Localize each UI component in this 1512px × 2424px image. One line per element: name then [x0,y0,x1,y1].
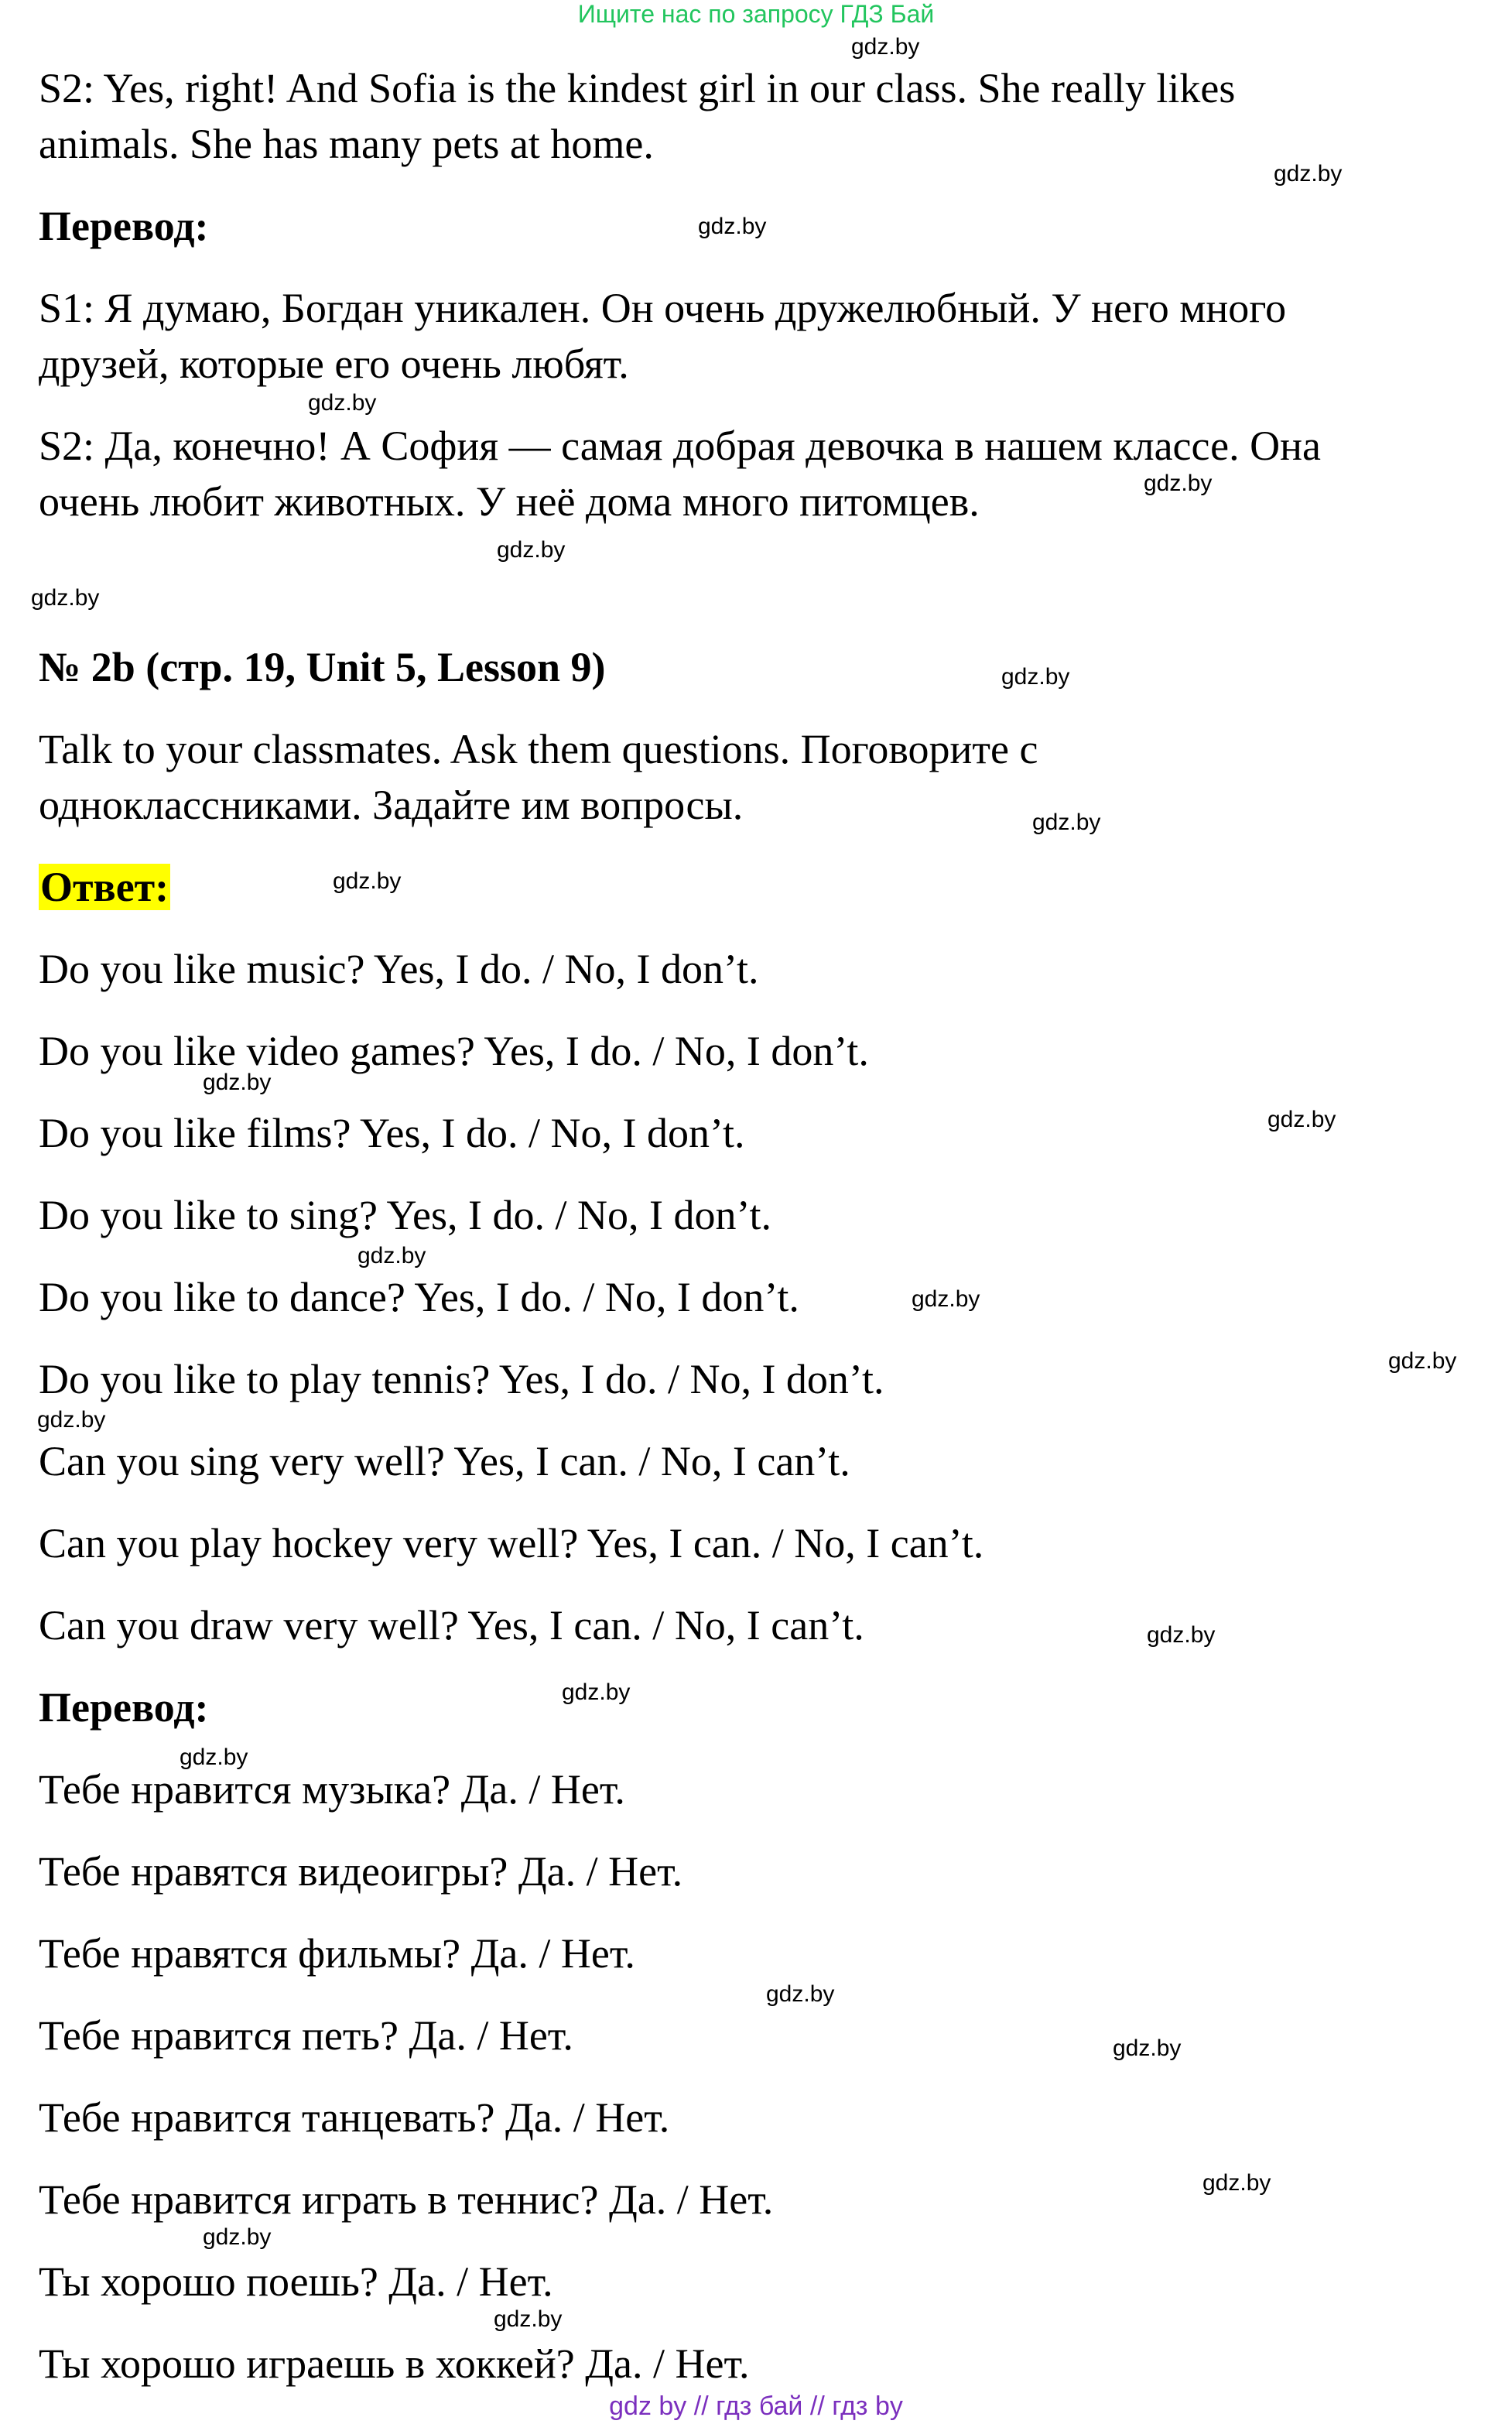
watermark: gdz.by [203,1070,272,1095]
answer-line: Do you like to sing? Yes, I do. / No, I don’t. [39,1192,772,1238]
watermark: gdz.by [698,214,767,239]
watermark: gdz.by [203,2224,272,2250]
watermark: gdz.by [851,34,920,60]
watermark: gdz.by [1274,161,1343,187]
answer-line: Do you like music? Yes, I do. / No, I don’t. [39,946,759,992]
watermark: gdz.by [357,1243,426,1268]
translation-heading: Перевод: [39,1684,209,1731]
answer-line: Can you sing very well? Yes, I can. / No, I can’t. [39,1438,850,1484]
watermark: gdz.by [1032,810,1101,835]
watermark: gdz.by [1147,1622,1216,1648]
translation-line: Тебе нравятся видеоигры? Да. / Нет. [39,1848,683,1895]
watermark: gdz.by [308,390,377,416]
translation-line: Тебе нравится играть в теннис? Да. / Нет. [39,2176,774,2223]
answer-line: Do you like to play tennis? Yes, I do. / No, I don’t. [39,1356,884,1402]
answer-label-text: Ответ: [40,864,169,910]
watermark: gdz.by [562,1679,631,1705]
watermark: gdz.by [1144,471,1213,496]
task-line: Talk to your classmates. Ask them questions. Поговорите с [39,726,1038,772]
watermark: gdz.by [497,537,566,563]
answer-line: Do you like to dance? Yes, I do. / No, I don’t. [39,1274,799,1320]
watermark: gdz.by [1202,2170,1271,2196]
translation-line: Тебе нравятся фильмы? Да. / Нет. [39,1930,635,1977]
watermark: gdz.by [494,2306,563,2332]
translation-line: S1: Я думаю, Богдан уникален. Он очень дружелюбный. У него много [39,285,1287,331]
translation-line: друзей, которые его очень любят. [39,341,629,387]
dialogue-line: animals. She has many pets at home. [39,121,654,167]
answer-line: Can you draw very well? Yes, I can. / No, I can’t. [39,1602,864,1649]
dialogue-line: S2: Yes, right! And Sofia is the kindest girl in our class. She really likes [39,65,1236,111]
answer-label [39,859,170,915]
watermark: gdz.by [31,585,100,611]
translation-line: Тебе нравится петь? Да. / Нет. [39,2012,573,2059]
bottom-banner: gdz by // гдз бай // гдз by [609,2391,903,2421]
answer-line: Can you play hockey very well? Yes, I can. / No, I can’t. [39,1520,984,1566]
translation-line: Ты хорошо поешь? Да. / Нет. [39,2258,553,2305]
translation-line: Тебе нравится танцевать? Да. / Нет. [39,2094,670,2141]
answer-line: Do you like video games? Yes, I do. / No, I don’t. [39,1028,869,1074]
translation-line: Ты хорошо играешь в хоккей? Да. / Нет. [39,2340,750,2387]
watermark: gdz.by [1113,2035,1182,2061]
task-line: одноклассниками. Задайте им вопросы. [39,782,744,828]
translation-line: Тебе нравится музыка? Да. / Нет. [39,1766,625,1813]
watermark: gdz.by [1388,1348,1457,1374]
watermark: gdz.by [912,1286,980,1312]
top-banner-link[interactable]: Ищите нас по запросу ГДЗ Бай [577,0,935,28]
watermark: gdz.by [1001,664,1070,690]
watermark: gdz.by [766,1981,835,2007]
translation-line: очень любит животных. У неё дома много питомцев. [39,478,980,525]
translation-heading: Перевод: [39,203,209,249]
translation-line: S2: Да, конечно! А София — самая добрая девочка в нашем классе. Она [39,423,1321,469]
watermark: gdz.by [1267,1107,1336,1132]
watermark: gdz.by [37,1407,106,1433]
exercise-heading: № 2b (стр. 19, Unit 5, Lesson 9) [39,644,606,690]
watermark: gdz.by [180,1744,248,1770]
watermark: gdz.by [333,868,402,894]
answer-line: Do you like films? Yes, I do. / No, I don’t. [39,1110,745,1156]
